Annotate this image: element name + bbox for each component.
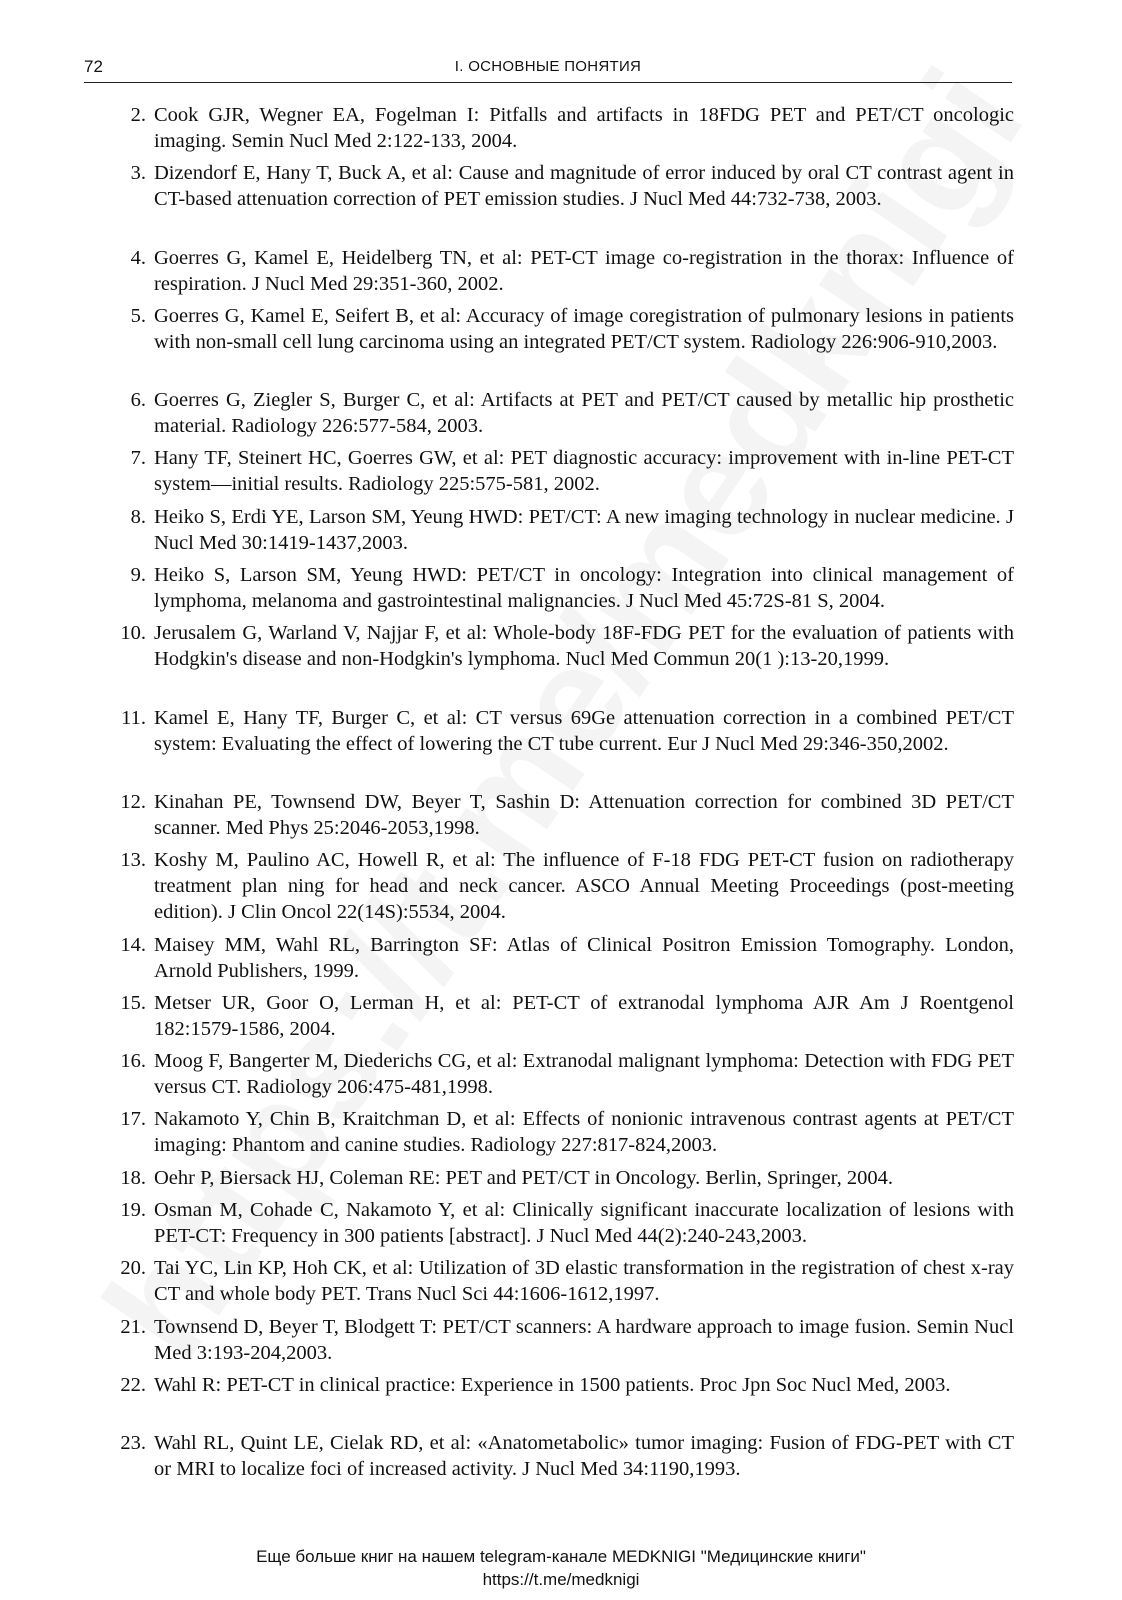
reference-item [84, 1048, 1014, 1106]
reference-item [84, 789, 1014, 847]
reference-text: Jerusalem G, Warland V, Najjar F, et al: Whole-body 18F-FDG PET for the evaluation of patients with Hodgkin's disease and non-Hodgkin's lymphoma. Nucl Med Commun 20(1 ):13-20,1999. [154, 622, 1014, 671]
reference-number: 6. [130, 389, 146, 412]
reference-number: 21. [120, 1315, 146, 1338]
reference-number: 23. [120, 1432, 146, 1455]
reference-number: 17. [120, 1108, 146, 1131]
reference-text: Hany TF, Steinert HC, Goerres GW, et al: PET diagnostic accuracy: improvement with in-line PET-CT system—initial results. Radiology 225:575-581, 2002. [154, 447, 1014, 496]
reference-number: 14. [120, 933, 146, 956]
reference-item [84, 847, 1014, 931]
reference-list [84, 102, 1014, 1489]
reference-text: Osman M, Cohade C, Nakamoto Y, et al: Clinically significant inaccurate localization of lesions with PET-CT: Frequency in 300 patients [abstract]. J Nucl Med 44(2):240-243,2003. [154, 1199, 1014, 1248]
reference-item [84, 102, 1014, 160]
reference-number: 3. [130, 162, 146, 185]
reference-number: 12. [120, 790, 146, 813]
reference-number: 20. [120, 1257, 146, 1280]
reference-text: Heiko S, Erdi YE, Larson SM, Yeung HWD: PET/CT: A new imaging technology in nuclear medicine. J Nucl Med 30:1419-1437,2003. [154, 505, 1014, 554]
reference-number: 7. [130, 447, 146, 470]
page-header [84, 54, 1012, 83]
reference-text: Dizendorf E, Hany T, Buck A, et al: Cause and magnitude of error induced by oral CT contrast agent in CT-based attenuation correction of PET emission studies. J Nucl Med 44:732-738, 2003. [154, 162, 1014, 211]
reference-text: Nakamoto Y, Chin B, Kraitchman D, et al: Effects of nonionic intravenous contrast agents at PET/CT imaging: Phantom and canine studies. Radiology 227:817-824,2003. [154, 1108, 1014, 1157]
reference-text: Heiko S, Larson SM, Yeung HWD: PET/CT in oncology: Integration into clinical management of lymphoma, melanoma and gastrointestinal malignancies. J Nucl Med 45:72S-81 S, 2004. [154, 564, 1014, 613]
reference-item [84, 705, 1014, 789]
page-number: 72 [84, 57, 103, 76]
reference-text: Cook GJR, Wegner EA, Fogelman I: Pitfalls and artifacts in 18FDG PET and PET/CT oncologic imaging. Semin Nucl Med 2:122-133, 2004. [154, 104, 1014, 152]
reference-text: Kinahan PE, Townsend DW, Beyer T, Sashin D: Attenuation correction for combined 3D PET/CT scanner. Med Phys 25:2046-2053,1998. [154, 790, 1014, 839]
reference-number: 19. [120, 1199, 146, 1222]
reference-text: Goerres G, Kamel E, Seifert B, et al: Accuracy of image coregistration of pulmonary lesions in patients with non-small cell lung carcinoma using an integrated PET/CT system. Radiology 226:906-910,2003. [154, 304, 1014, 353]
reference-number: 16. [120, 1050, 146, 1073]
reference-text: Oehr P, Biersack HJ, Coleman RE: PET and PET/CT in Oncology. Berlin, Springer, 2004. [154, 1166, 894, 1189]
reference-text: Goerres G, Kamel E, Heidelberg TN, et al: PET-CT image co-registration in the thorax: Influence of respiration. J Nucl Med 29:351-360, 2002. [154, 246, 1014, 295]
reference-item [84, 445, 1014, 503]
reference-item [84, 562, 1014, 620]
reference-number: 15. [120, 991, 146, 1014]
reference-text: Tai YC, Lin KP, Hoh CK, et al: Utilization of 3D elastic transformation in the registration of chest x-ray CT and whole body PET. Trans Nucl Sci 44:1606-1612,1997. [154, 1257, 1014, 1306]
footer-link[interactable]: https://t.me/medknigi [482, 1570, 640, 1589]
reference-text: Metser UR, Goor O, Lerman H, et al: PET-CT of extranodal lymphoma AJR Am J Roentgenol 182:1579-1586, 2004. [154, 991, 1014, 1040]
reference-number: 10. [120, 622, 146, 645]
reference-item [84, 303, 1014, 387]
reference-text: Goerres G, Ziegler S, Burger C, et al: Artifacts at PET and PET/CT caused by metallic hip prosthetic material. Radiology 226:577-584, 2003. [154, 389, 1014, 438]
reference-item [84, 1314, 1014, 1372]
reference-item [84, 1197, 1014, 1255]
reference-number: 11. [121, 706, 146, 729]
reference-number: 4. [130, 246, 146, 269]
reference-item [84, 504, 1014, 562]
reference-item [84, 620, 1014, 704]
reference-item [84, 1372, 1014, 1430]
reference-text: Townsend D, Beyer T, Blodgett T: PET/CT scanners: A hardware approach to image fusion. Semin Nucl Med 3:193-204,2003. [154, 1315, 1014, 1364]
reference-number: 18. [120, 1166, 146, 1189]
reference-item [84, 990, 1014, 1048]
reference-number: 8. [130, 505, 146, 528]
reference-item [84, 932, 1014, 990]
reference-item [84, 1106, 1014, 1164]
reference-number: 9. [130, 564, 146, 587]
reference-text: Wahl RL, Quint LE, Cielak RD, et al: «Anatometabolic» tumor imaging: Fusion of FDG-PET with CT or MRI to localize foci of increased activity. J Nucl Med 34:1190,1993. [154, 1432, 1014, 1481]
page-footer [0, 1545, 1122, 1591]
reference-text: Kamel E, Hany TF, Burger C, et al: CT versus 69Ge attenuation correction in a combined PET/CT system: Evaluating the effect of lowering the CT tube current. Eur J Nucl Med 29:346-350,2002. [154, 706, 1014, 755]
reference-item [84, 160, 1014, 244]
reference-item [84, 1165, 1014, 1197]
footer-promo-text: Еще больше книг на нашем telegram-канале MEDKNIGI "Медицинские книги" [256, 1547, 866, 1566]
reference-item [84, 1430, 1014, 1488]
reference-text: Maisey MM, Wahl RL, Barrington SF: Atlas of Clinical Positron Emission Tomography. London, Arnold Publishers, 1999. [154, 933, 1014, 982]
reference-number: 5. [130, 304, 146, 327]
reference-item [84, 1255, 1014, 1313]
reference-number: 2. [130, 104, 146, 126]
running-head: I. ОСНОВНЫЕ ПОНЯТИЯ [454, 58, 642, 75]
reference-text: Koshy M, Paulino AC, Howell R, et al: The influence of F-18 FDG PET-CT fusion on radiotherapy treatment plan ning for head and neck cancer. ASCO Annual Meeting Proceedings (post-meeting edition). J Clin Oncol 22(14S):5534, 2004. [154, 849, 1014, 924]
reference-item [84, 387, 1014, 445]
reference-number: 13. [120, 849, 146, 872]
reference-number: 22. [120, 1373, 146, 1396]
reference-text: Moog F, Bangerter M, Diederichs CG, et al: Extranodal malignant lymphoma: Detection with FDG PET versus CT. Radiology 206:475-481,1998. [154, 1050, 1014, 1099]
reference-text: Wahl R: PET-CT in clinical practice: Experience in 1500 patients. Proc Jpn Soc Nucl Med, 2003. [154, 1373, 951, 1396]
reference-item [84, 245, 1014, 303]
